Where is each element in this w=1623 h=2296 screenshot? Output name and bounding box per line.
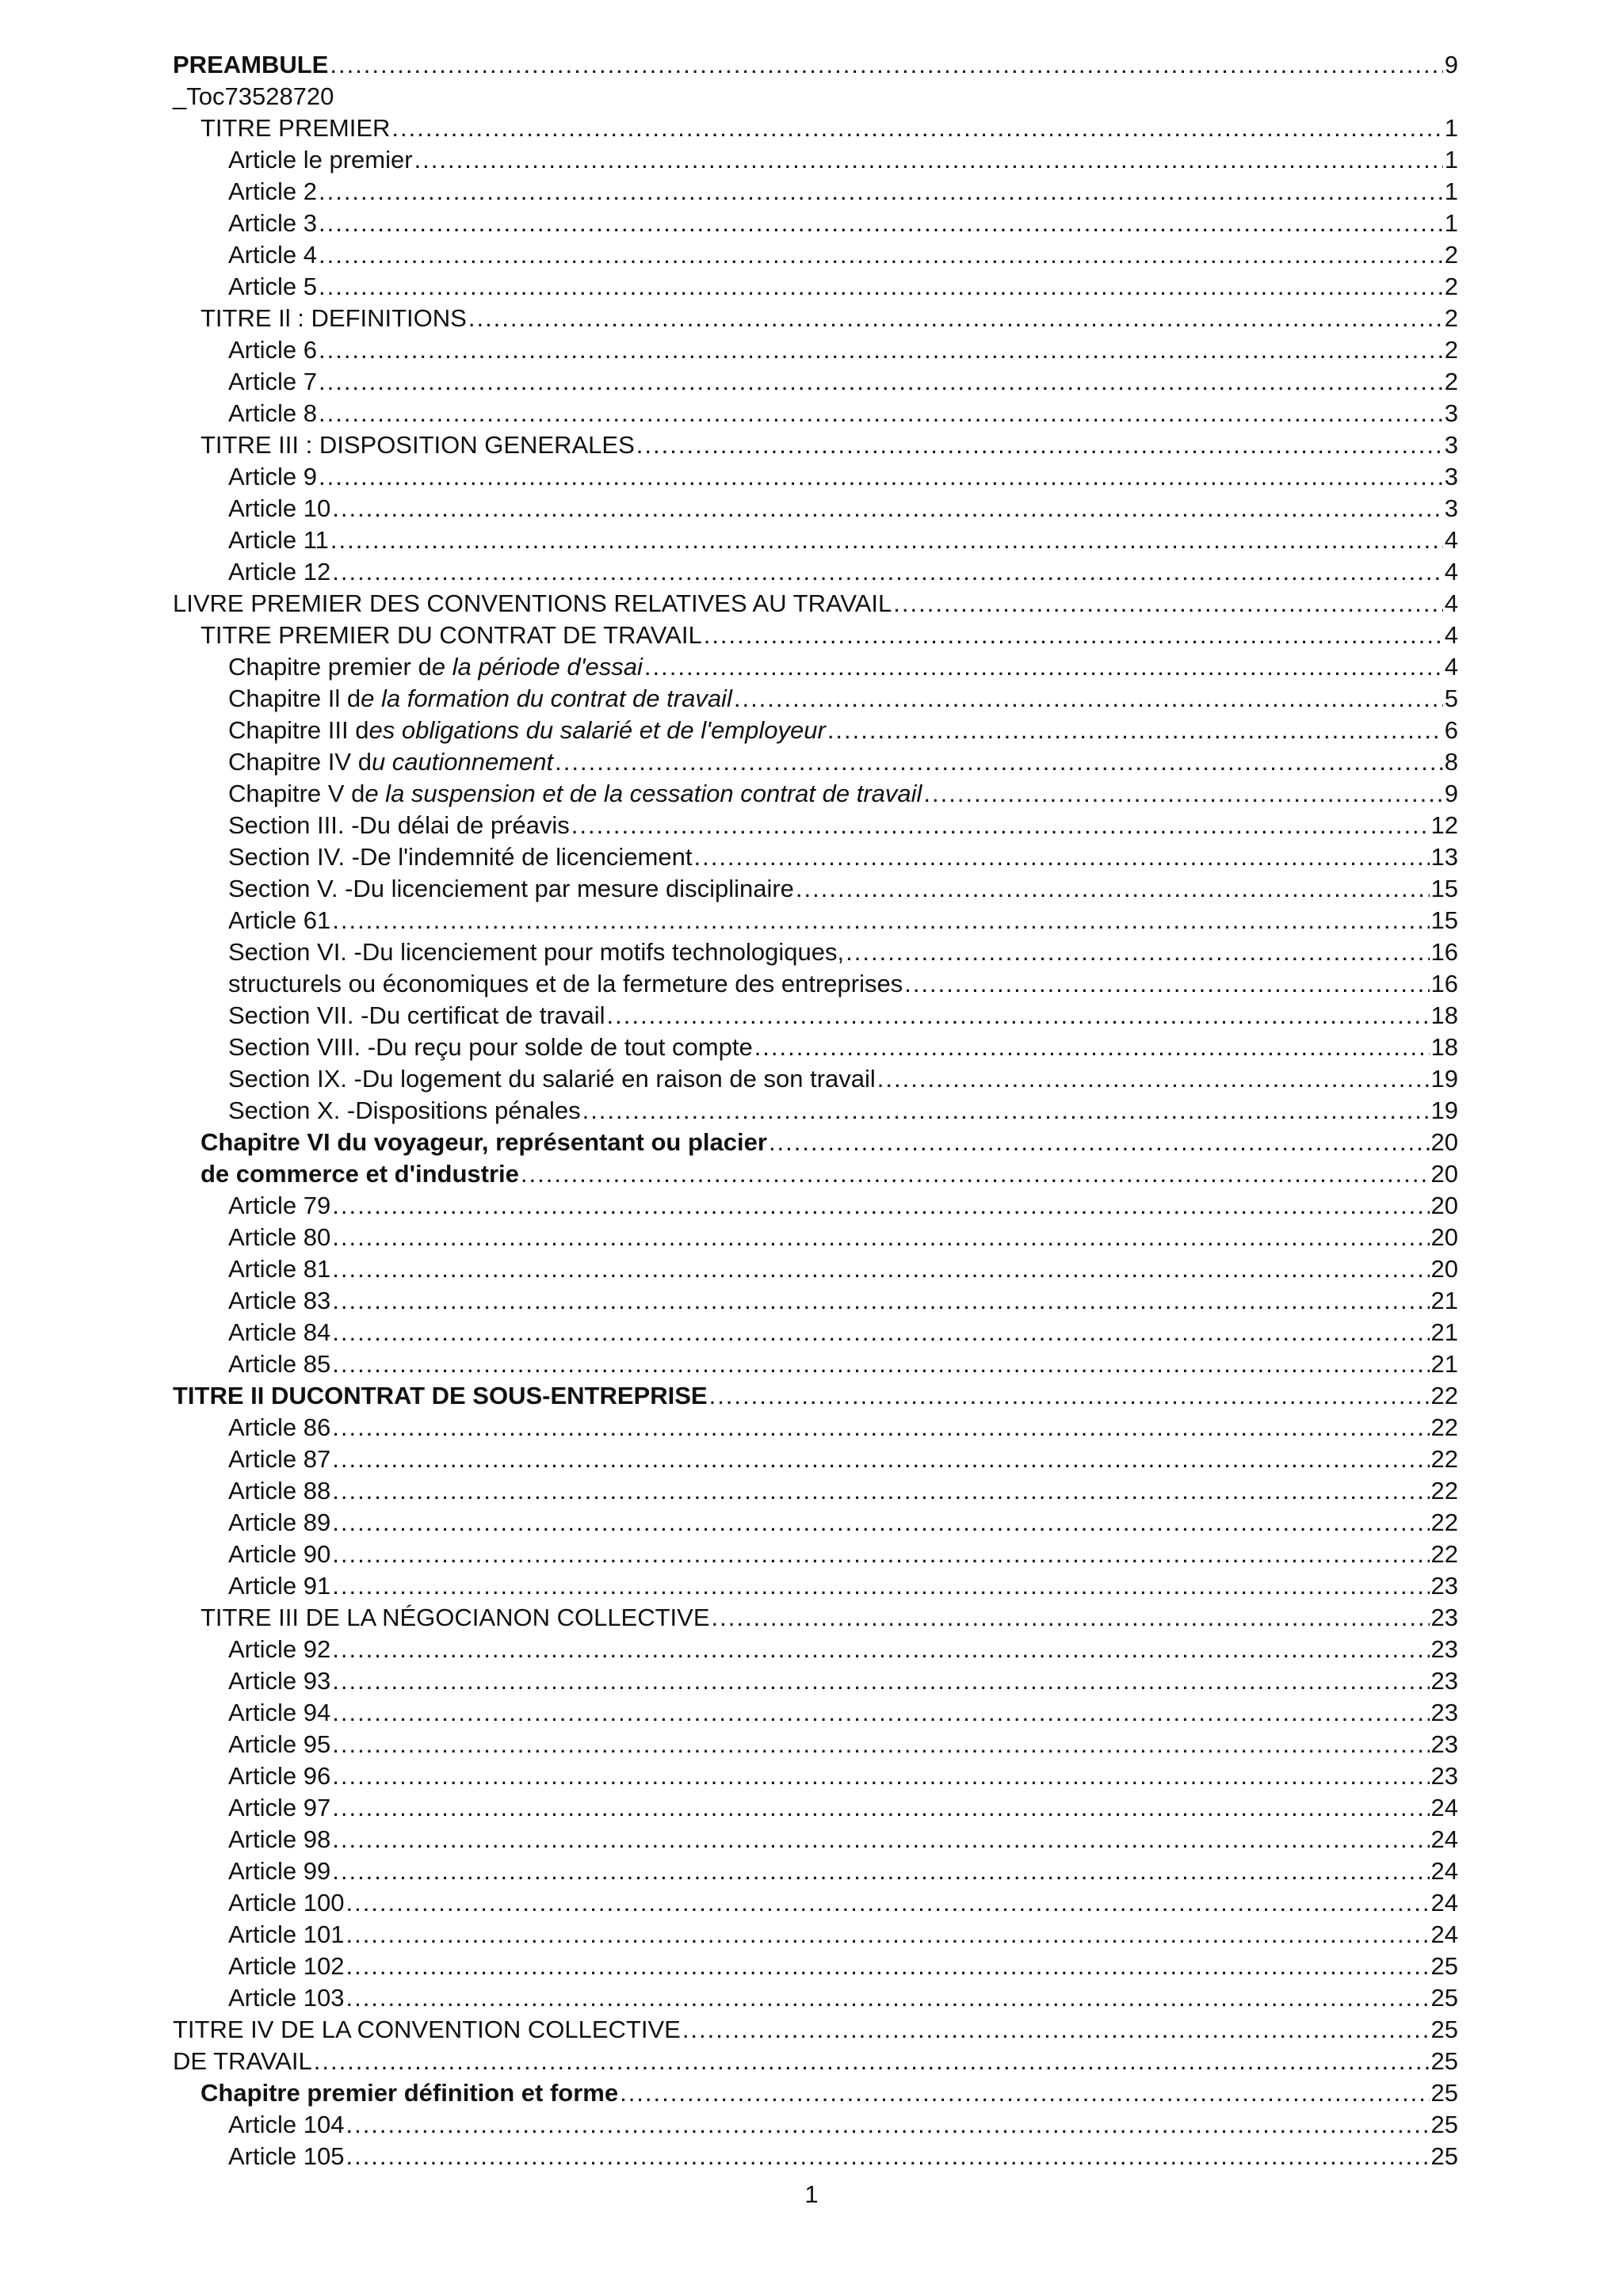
toc-leader-dots bbox=[332, 1507, 1429, 1539]
toc-leader-dots bbox=[391, 113, 1442, 144]
toc-leader-dots bbox=[332, 1444, 1429, 1475]
toc-entry-title: TITRE II DUCONTRAT DE SOUS-ENTREPRISE bbox=[173, 1382, 708, 1409]
toc-leader-dots bbox=[893, 588, 1442, 620]
toc-leader-dots bbox=[332, 905, 1429, 936]
toc-entry[interactable] bbox=[173, 1380, 1458, 1412]
toc-page-number: 19 bbox=[1430, 1097, 1458, 1124]
toc-leader-dots bbox=[332, 1412, 1429, 1444]
toc-entry-title: Article 5 bbox=[228, 273, 317, 300]
toc-page-number: 24 bbox=[1430, 1825, 1458, 1853]
toc-page-number: 23 bbox=[1430, 1762, 1458, 1790]
toc-page-number: 20 bbox=[1430, 1223, 1458, 1251]
toc-entry[interactable] bbox=[173, 1539, 1458, 1570]
toc-entry[interactable] bbox=[173, 556, 1458, 588]
toc-page-number: 18 bbox=[1430, 1033, 1458, 1061]
toc-leader-dots bbox=[571, 810, 1430, 841]
toc-entry[interactable] bbox=[173, 524, 1458, 556]
toc-page-number: 22 bbox=[1430, 1413, 1458, 1441]
toc-leader-dots bbox=[346, 1919, 1429, 1951]
toc-leader-dots bbox=[468, 303, 1443, 334]
toc-entry-title: Article 95 bbox=[228, 1730, 331, 1758]
toc-entry-title: Article 3 bbox=[228, 209, 317, 237]
toc-entry[interactable] bbox=[173, 334, 1458, 366]
toc-entry[interactable] bbox=[173, 1729, 1458, 1760]
toc-entry-title: Article 7 bbox=[228, 368, 317, 395]
toc-entry-title-italic: e la formation du contrat de travail bbox=[361, 685, 732, 712]
toc-entry-title: Section V. -Du licenciement par mesure disciplinaire bbox=[228, 875, 794, 902]
toc-page-number: 25 bbox=[1430, 2079, 1458, 2107]
toc-entry-title: Article 90 bbox=[228, 1540, 331, 1568]
toc-page-number: 13 bbox=[1430, 843, 1458, 871]
toc-entry-title: TITRE III DE LA NÉGOCIANON COLLECTIVE bbox=[200, 1604, 710, 1631]
toc-entry[interactable] bbox=[173, 715, 1458, 746]
toc-page-number: 23 bbox=[1430, 1635, 1458, 1663]
toc-entry[interactable] bbox=[173, 1760, 1458, 1792]
toc-leader-dots bbox=[330, 49, 1442, 81]
toc-page-number: 22 bbox=[1430, 1382, 1458, 1409]
toc-entry-title: Article 10 bbox=[228, 494, 331, 522]
toc-leader-dots bbox=[332, 1697, 1429, 1729]
toc-entry[interactable] bbox=[173, 873, 1458, 905]
toc-entry-title: Chapitre IV d bbox=[228, 748, 372, 776]
toc-entry-title: Section VIII. -Du reçu pour solde de tout compte bbox=[228, 1033, 753, 1061]
toc-entry[interactable] bbox=[173, 144, 1458, 176]
toc-page-number: 1 bbox=[1444, 209, 1458, 237]
toc-entry-title: Article 11 bbox=[228, 526, 329, 554]
toc-leader-dots bbox=[521, 1158, 1430, 1190]
toc-page-number: 21 bbox=[1430, 1350, 1458, 1378]
toc-leader-dots bbox=[332, 1855, 1429, 1887]
toc-page-number: 24 bbox=[1430, 1794, 1458, 1821]
toc-leader-dots bbox=[332, 1190, 1429, 1222]
toc-leader-dots bbox=[319, 271, 1443, 303]
toc-entry[interactable] bbox=[173, 1982, 1458, 2014]
toc-page-number: 1 bbox=[1444, 146, 1458, 174]
toc-page-number: 21 bbox=[1430, 1287, 1458, 1314]
toc-page-number: 9 bbox=[1444, 780, 1458, 807]
toc-page-number: 4 bbox=[1444, 558, 1458, 585]
toc-entry[interactable] bbox=[173, 1697, 1458, 1729]
toc-leader-dots bbox=[332, 1285, 1429, 1317]
toc-leader-dots bbox=[332, 1634, 1429, 1665]
toc-leader-dots bbox=[769, 1127, 1430, 1158]
toc-entry[interactable] bbox=[173, 1000, 1458, 1032]
toc-leader-dots bbox=[709, 1380, 1430, 1412]
toc-entry-title: Chapitre premier d bbox=[228, 653, 432, 681]
toc-leader-dots bbox=[319, 208, 1443, 239]
toc-entry-title: Article 91 bbox=[228, 1572, 331, 1600]
toc-page-number: 24 bbox=[1430, 1920, 1458, 1948]
toc-page-number: 20 bbox=[1430, 1128, 1458, 1156]
toc-leader-dots bbox=[319, 398, 1443, 429]
toc-leader-dots bbox=[332, 1824, 1429, 1855]
toc-entry[interactable] bbox=[173, 1032, 1458, 1063]
toc-leader-dots bbox=[319, 334, 1443, 366]
toc-page-number: 22 bbox=[1430, 1477, 1458, 1505]
toc-leader-dots bbox=[693, 841, 1429, 873]
toc-entry-title: Article 8 bbox=[228, 399, 317, 427]
toc-entry[interactable] bbox=[173, 208, 1458, 239]
toc-entry[interactable] bbox=[173, 1127, 1458, 1158]
toc-entry[interactable] bbox=[173, 1444, 1458, 1475]
toc-page-number: 2 bbox=[1444, 273, 1458, 300]
toc-entry-title: Chapitre Il d bbox=[228, 685, 361, 712]
toc-page-number: 2 bbox=[1444, 368, 1458, 395]
toc-entry-title: Article 100 bbox=[228, 1889, 345, 1917]
toc-page-number: 22 bbox=[1430, 1508, 1458, 1536]
toc-entry[interactable] bbox=[173, 1951, 1458, 1982]
toc-leader-dots bbox=[314, 2046, 1430, 2077]
toc-entry[interactable] bbox=[173, 1190, 1458, 1222]
toc-page-number: 24 bbox=[1430, 1889, 1458, 1917]
toc-leader-dots bbox=[644, 651, 1443, 683]
toc-leader-dots bbox=[346, 2141, 1429, 2172]
toc-entry-title: Article 102 bbox=[228, 1952, 345, 1980]
toc-entry[interactable] bbox=[173, 366, 1458, 398]
toc-entry-title-italic: e la suspension et de la cessation contrat de travail bbox=[365, 780, 922, 807]
toc-entry-title: Chapitre premier définition et forme bbox=[200, 2079, 619, 2107]
toc-entry[interactable] bbox=[173, 461, 1458, 493]
toc-leader-dots bbox=[712, 1602, 1430, 1634]
toc-leader-dots bbox=[346, 2109, 1429, 2141]
toc-page-number: 8 bbox=[1444, 748, 1458, 776]
toc-entry-title: _Toc73528720 bbox=[173, 82, 334, 110]
toc-entry[interactable] bbox=[173, 651, 1458, 683]
toc-leader-dots bbox=[636, 429, 1443, 461]
toc-entry[interactable] bbox=[173, 746, 1458, 778]
toc-entry-title: Article 88 bbox=[228, 1477, 331, 1505]
toc-entry-title: TITRE PREMIER bbox=[200, 114, 391, 142]
toc-page-number: 3 bbox=[1444, 399, 1458, 427]
toc-entry[interactable] bbox=[173, 1919, 1458, 1951]
toc-page-number: 22 bbox=[1430, 1445, 1458, 1473]
toc-entry[interactable] bbox=[173, 493, 1458, 524]
toc-page-number: 2 bbox=[1444, 336, 1458, 364]
toc-page-number: 1 bbox=[1444, 177, 1458, 205]
toc-entry[interactable] bbox=[173, 1253, 1458, 1285]
toc-page-number: 12 bbox=[1430, 811, 1458, 839]
toc-page-number: 25 bbox=[1430, 2016, 1458, 2043]
toc-entry-title: Chapitre III d bbox=[228, 716, 369, 744]
toc-page-number: 24 bbox=[1430, 1857, 1458, 1885]
toc-page-number: 25 bbox=[1430, 2111, 1458, 2138]
toc-page-number: 23 bbox=[1430, 1667, 1458, 1695]
toc-entry-title: de commerce et d'industrie bbox=[200, 1160, 519, 1188]
toc-entry[interactable] bbox=[173, 2109, 1458, 2141]
toc-entry-title: Section III. -Du délai de préavis bbox=[228, 811, 570, 839]
toc-page-number: 25 bbox=[1430, 1952, 1458, 1980]
toc-leader-dots bbox=[332, 1539, 1429, 1570]
toc-entry[interactable] bbox=[173, 1412, 1458, 1444]
toc-entry[interactable] bbox=[173, 1602, 1458, 1634]
toc-entry[interactable] bbox=[173, 113, 1458, 144]
toc-entry[interactable] bbox=[173, 303, 1458, 334]
toc-page-number: 25 bbox=[1430, 2142, 1458, 2170]
toc-page-number: 15 bbox=[1430, 906, 1458, 934]
toc-page-number: 23 bbox=[1430, 1730, 1458, 1758]
toc-page-number: 2 bbox=[1444, 241, 1458, 269]
toc-entry[interactable] bbox=[173, 2014, 1458, 2046]
toc-leader-dots bbox=[330, 524, 1443, 556]
toc-leader-dots bbox=[332, 1222, 1429, 1253]
toc-entry[interactable] bbox=[173, 588, 1458, 620]
toc-page-number: 23 bbox=[1430, 1699, 1458, 1726]
toc-leader-dots bbox=[346, 1951, 1429, 1982]
toc-entry[interactable] bbox=[173, 1792, 1458, 1824]
toc-leader-dots bbox=[620, 2077, 1429, 2109]
toc-entry-title: TITRE PREMIER DU CONTRAT DE TRAVAIL bbox=[200, 621, 702, 649]
page-number-footer: 1 bbox=[804, 2180, 819, 2208]
toc-entry-title: Section VII. -Du certificat de travail bbox=[228, 1001, 605, 1029]
toc-page-number: 20 bbox=[1430, 1255, 1458, 1283]
toc-leader-dots bbox=[332, 1348, 1429, 1380]
toc-entry-title: Article 93 bbox=[228, 1667, 331, 1695]
toc-entry-title: Article 4 bbox=[228, 241, 317, 269]
toc-entry[interactable] bbox=[173, 620, 1458, 651]
toc-entry[interactable] bbox=[173, 81, 1458, 113]
toc-page-number: 9 bbox=[1444, 51, 1458, 78]
toc-entry[interactable] bbox=[173, 1158, 1458, 1190]
toc-page-number: 3 bbox=[1444, 463, 1458, 490]
toc-entry-title: TITRE III : DISPOSITION GENERALES bbox=[200, 431, 635, 459]
toc-entry-title: Section IX. -Du logement du salarié en raison de son travail bbox=[228, 1065, 876, 1093]
toc-entry[interactable] bbox=[173, 2077, 1458, 2109]
toc-page-number: 25 bbox=[1430, 2047, 1458, 2075]
toc-leader-dots bbox=[904, 968, 1429, 1000]
toc-page-number: 6 bbox=[1444, 716, 1458, 744]
toc-leader-dots bbox=[332, 1253, 1429, 1285]
toc-entry-title: Article 103 bbox=[228, 1984, 345, 2012]
toc-leader-dots bbox=[332, 1475, 1429, 1507]
toc-entry[interactable] bbox=[173, 2046, 1458, 2077]
toc-page-number: 15 bbox=[1430, 875, 1458, 902]
toc-entry-title: Article 84 bbox=[228, 1318, 331, 1346]
toc-entry[interactable] bbox=[173, 1507, 1458, 1539]
toc-entry-title: Article 86 bbox=[228, 1413, 331, 1441]
toc-entry-title: Chapitre V d bbox=[228, 780, 365, 807]
toc-entry[interactable] bbox=[173, 398, 1458, 429]
toc-entry[interactable] bbox=[173, 841, 1458, 873]
toc-page-number: 4 bbox=[1444, 589, 1458, 617]
toc-entry[interactable] bbox=[173, 49, 1458, 81]
toc-entry[interactable] bbox=[173, 1665, 1458, 1697]
toc-entry-title: Article 79 bbox=[228, 1192, 331, 1219]
toc-entry-title: Section X. -Dispositions pénales bbox=[228, 1097, 581, 1124]
toc-leader-dots bbox=[332, 556, 1443, 588]
toc-page-number: 3 bbox=[1444, 431, 1458, 459]
toc-entry[interactable] bbox=[173, 176, 1458, 208]
toc-leader-dots bbox=[319, 366, 1443, 398]
toc-page-number: 3 bbox=[1444, 494, 1458, 522]
toc-page-number: 2 bbox=[1444, 304, 1458, 332]
toc-entry-title: Article 89 bbox=[228, 1508, 331, 1536]
toc-leader-dots bbox=[827, 715, 1443, 746]
toc-entry[interactable] bbox=[173, 1570, 1458, 1602]
toc-entry-title: Article 92 bbox=[228, 1635, 331, 1663]
toc-entry-title: DE TRAVAIL bbox=[173, 2047, 312, 2075]
toc-entry-title: TITRE Il : DEFINITIONS bbox=[200, 304, 467, 332]
toc-entry-title: Chapitre VI du voyageur, représentant ou placier bbox=[200, 1128, 767, 1156]
toc-page-number: 23 bbox=[1430, 1604, 1458, 1631]
toc-entry-title-italic: u cautionnement bbox=[371, 748, 554, 776]
toc-entry-title: Article 101 bbox=[228, 1920, 345, 1948]
toc-entry-title: Article 85 bbox=[228, 1350, 331, 1378]
toc-page-number: 4 bbox=[1444, 526, 1458, 554]
toc-entry-title: Article 61 bbox=[228, 906, 331, 934]
toc-leader-dots bbox=[319, 239, 1443, 271]
toc-entry[interactable] bbox=[173, 1855, 1458, 1887]
toc-entry-title: Section VI. -Du licenciement pour motifs technologiques, bbox=[228, 938, 845, 966]
toc-entry[interactable] bbox=[173, 1222, 1458, 1253]
toc-entry[interactable] bbox=[173, 968, 1458, 1000]
toc-page-number: 16 bbox=[1430, 970, 1458, 997]
toc-entry-title-italic: e la période d'essai bbox=[431, 653, 643, 681]
toc-leader-dots bbox=[332, 1792, 1429, 1824]
toc-leader-dots bbox=[734, 683, 1443, 715]
toc-leader-dots bbox=[704, 620, 1443, 651]
toc-entry-title: Article 99 bbox=[228, 1857, 331, 1885]
toc-page-number: 4 bbox=[1444, 653, 1458, 681]
toc-entry[interactable] bbox=[173, 271, 1458, 303]
toc-entry-title: Article 97 bbox=[228, 1794, 331, 1821]
toc-entry[interactable] bbox=[173, 1824, 1458, 1855]
toc-entry[interactable] bbox=[173, 905, 1458, 936]
toc-entry[interactable] bbox=[173, 1317, 1458, 1348]
toc-entry-title: Article 87 bbox=[228, 1445, 331, 1473]
toc-entry[interactable] bbox=[173, 1348, 1458, 1380]
toc-leader-dots bbox=[923, 778, 1442, 810]
toc-leader-dots bbox=[754, 1032, 1430, 1063]
toc-leader-dots bbox=[332, 1570, 1429, 1602]
toc-entry-title: Article 9 bbox=[228, 463, 317, 490]
toc-page-number: 21 bbox=[1430, 1318, 1458, 1346]
toc-page-number: 16 bbox=[1430, 938, 1458, 966]
toc-entry[interactable] bbox=[173, 1285, 1458, 1317]
toc-entry-title: PREAMBULE bbox=[173, 51, 329, 78]
toc-page-number: 25 bbox=[1430, 1984, 1458, 2012]
toc-entry-title-italic: es obligations du salarié et de l'employeur bbox=[369, 716, 826, 744]
toc-entry-title: Article 81 bbox=[228, 1255, 331, 1283]
toc-entry-title: Article 6 bbox=[228, 336, 317, 364]
toc-entry-title: Article 83 bbox=[228, 1287, 331, 1314]
toc-entry[interactable] bbox=[173, 429, 1458, 461]
toc-leader-dots bbox=[332, 1760, 1429, 1792]
toc-leader-dots bbox=[332, 493, 1443, 524]
toc-entry[interactable] bbox=[173, 239, 1458, 271]
toc-entry[interactable] bbox=[173, 936, 1458, 968]
toc-leader-dots bbox=[332, 1729, 1429, 1760]
toc-leader-dots bbox=[414, 144, 1443, 176]
toc-entry[interactable] bbox=[173, 1063, 1458, 1095]
toc-entry[interactable] bbox=[173, 683, 1458, 715]
toc-page-number: 22 bbox=[1430, 1540, 1458, 1568]
toc-entry-title: Article le premier bbox=[228, 146, 413, 174]
toc-leader-dots bbox=[877, 1063, 1430, 1095]
toc-page-number: 5 bbox=[1444, 685, 1458, 712]
toc-entry[interactable] bbox=[173, 2141, 1458, 2172]
toc-leader-dots bbox=[796, 873, 1430, 905]
toc-leader-dots bbox=[346, 1982, 1429, 2014]
toc-leader-dots bbox=[607, 1000, 1430, 1032]
toc-entry[interactable] bbox=[173, 1634, 1458, 1665]
toc-entry-title: TITRE IV DE LA CONVENTION COLLECTIVE bbox=[173, 2016, 681, 2043]
toc-entry-title: structurels ou économiques et de la fermeture des entreprises bbox=[228, 970, 903, 997]
toc-page-number: 4 bbox=[1444, 621, 1458, 649]
toc-leader-dots bbox=[582, 1095, 1430, 1127]
toc-entry-title: Article 96 bbox=[228, 1762, 331, 1790]
toc-entry[interactable] bbox=[173, 810, 1458, 841]
toc-page-number: 19 bbox=[1430, 1065, 1458, 1093]
toc-leader-dots bbox=[319, 461, 1443, 493]
toc-leader-dots bbox=[846, 936, 1429, 968]
toc-leader-dots bbox=[332, 1317, 1429, 1348]
toc-page-number: 20 bbox=[1430, 1192, 1458, 1219]
toc-leader-dots bbox=[555, 746, 1443, 778]
toc-leader-dots bbox=[332, 1665, 1429, 1697]
toc-page-number: 18 bbox=[1430, 1001, 1458, 1029]
toc-page-number: 23 bbox=[1430, 1572, 1458, 1600]
toc-leader-dots bbox=[319, 176, 1443, 208]
toc-entry-title: Article 80 bbox=[228, 1223, 331, 1251]
table-of-contents bbox=[173, 49, 1458, 2172]
toc-entry-title: Article 105 bbox=[228, 2142, 345, 2170]
toc-page-number: 20 bbox=[1430, 1160, 1458, 1188]
toc-entry-title: Article 12 bbox=[228, 558, 331, 585]
toc-entry-title: Article 2 bbox=[228, 177, 317, 205]
toc-entry-title: Article 94 bbox=[228, 1699, 331, 1726]
toc-entry-title: Section IV. -De l'indemnité de licenciement bbox=[228, 843, 693, 871]
toc-entry-title: Article 104 bbox=[228, 2111, 345, 2138]
toc-entry-title: LIVRE PREMIER DES CONVENTIONS RELATIVES AU TRAVAIL bbox=[173, 589, 892, 617]
toc-entry[interactable] bbox=[173, 1475, 1458, 1507]
toc-entry[interactable] bbox=[173, 1887, 1458, 1919]
toc-entry-title: Article 98 bbox=[228, 1825, 331, 1853]
toc-page-number: 1 bbox=[1444, 114, 1458, 142]
toc-entry[interactable] bbox=[173, 1095, 1458, 1127]
toc-leader-dots bbox=[346, 1887, 1429, 1919]
toc-leader-dots bbox=[682, 2014, 1430, 2046]
toc-entry[interactable] bbox=[173, 778, 1458, 810]
